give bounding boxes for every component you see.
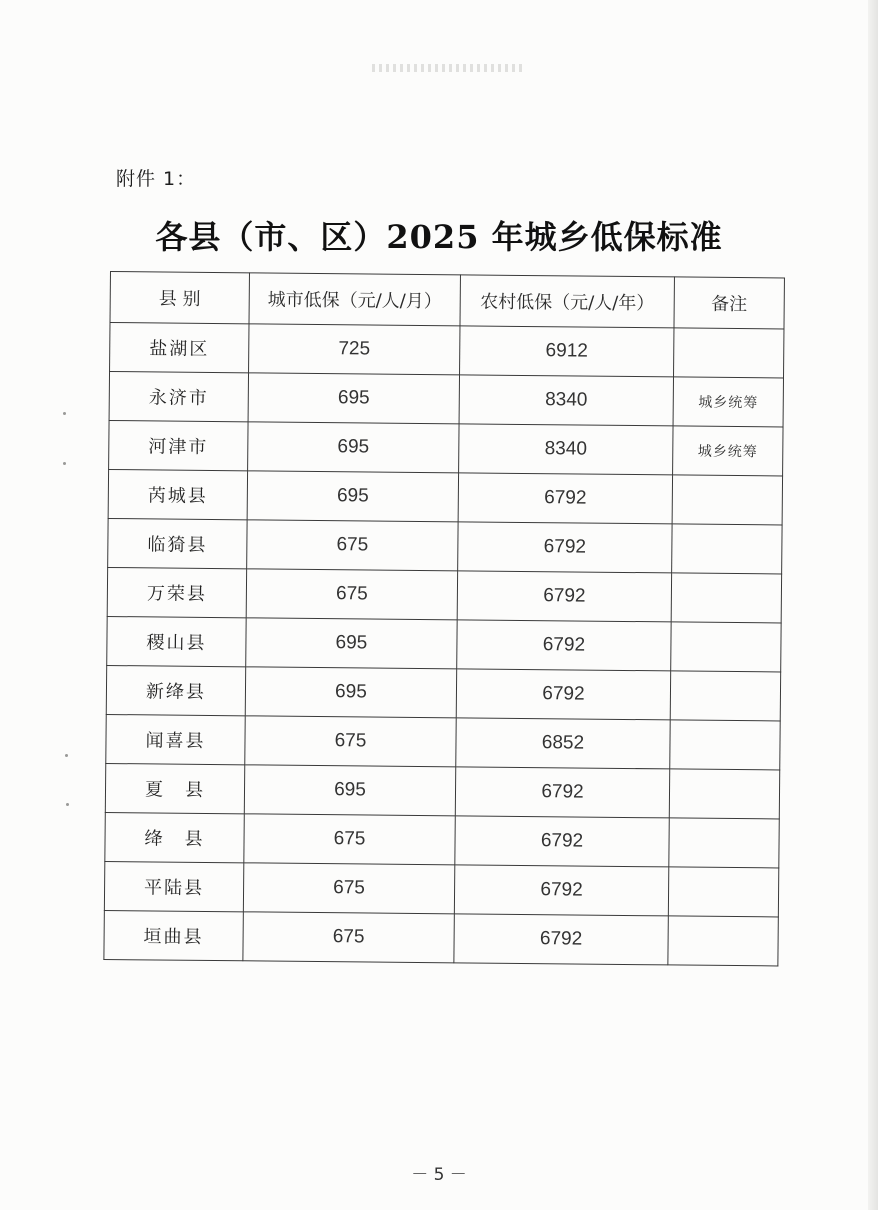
table-row — [104, 910, 778, 965]
rural-value-cell: 6792 — [458, 473, 672, 524]
remark-cell — [670, 720, 780, 770]
county-cell: 河津市 — [109, 420, 248, 470]
urban-value-cell: 695 — [248, 422, 459, 473]
attachment-label: 附件 1： — [116, 168, 197, 190]
header-urban-standard: 城市低保（元/人/月） — [249, 273, 460, 326]
table-row — [104, 861, 778, 916]
rural-value-cell: 6912 — [460, 326, 674, 377]
rural-value-cell: 6792 — [455, 816, 669, 867]
table-row — [108, 518, 782, 573]
header-rural-standard: 农村低保（元/人/年） — [460, 275, 674, 328]
table-row — [109, 420, 783, 475]
table-row — [109, 372, 783, 427]
county-cell: 垣曲县 — [104, 910, 243, 960]
rural-value-cell: 6792 — [454, 865, 668, 916]
table-header-row — [110, 272, 784, 329]
urban-value-cell: 695 — [246, 618, 457, 669]
urban-value-cell: 675 — [245, 716, 456, 767]
urban-value-cell: 695 — [245, 667, 456, 718]
urban-value-cell: 675 — [243, 912, 454, 963]
county-cell: 绛 县 — [105, 812, 244, 862]
urban-value-cell: 675 — [246, 569, 457, 620]
header-scan-artifact — [372, 64, 526, 72]
rural-value-cell: 8340 — [459, 375, 673, 426]
scan-speck — [63, 412, 66, 415]
remark-cell — [668, 916, 778, 966]
scan-speck — [65, 754, 68, 757]
remark-cell — [674, 328, 784, 378]
header-county: 县 别 — [110, 272, 249, 324]
county-cell: 临猗县 — [108, 518, 247, 568]
remark-cell — [672, 475, 782, 525]
page-edge-shadow — [868, 0, 878, 1210]
county-cell: 闻喜县 — [106, 714, 245, 764]
rural-value-cell: 6792 — [454, 914, 668, 965]
remark-cell — [671, 573, 781, 623]
page-number: － 5 － — [411, 1165, 467, 1185]
remark-cell: 城乡统筹 — [673, 377, 783, 427]
urban-value-cell: 695 — [248, 373, 459, 424]
remark-cell — [669, 818, 779, 868]
table-row — [107, 567, 781, 622]
remark-cell: 城乡统筹 — [673, 426, 783, 476]
rural-value-cell: 6792 — [457, 571, 671, 622]
remark-cell — [668, 867, 778, 917]
urban-value-cell: 675 — [243, 863, 454, 914]
urban-value-cell: 695 — [247, 471, 458, 522]
subsistence-standards-table — [103, 271, 785, 966]
urban-value-cell: 675 — [244, 814, 455, 865]
table-row — [107, 616, 781, 671]
rural-value-cell: 6792 — [457, 620, 671, 671]
urban-value-cell: 725 — [249, 324, 460, 375]
standards-table-wrapper — [103, 271, 788, 966]
county-cell: 平陆县 — [104, 861, 243, 911]
remark-cell — [672, 524, 782, 574]
remark-cell — [669, 769, 779, 819]
table-row — [106, 714, 780, 769]
urban-value-cell: 675 — [247, 520, 458, 571]
scan-speck — [66, 803, 69, 806]
table-row — [105, 812, 779, 867]
county-cell: 芮城县 — [108, 469, 247, 519]
urban-value-cell: 695 — [244, 765, 455, 816]
rural-value-cell: 6792 — [456, 669, 670, 720]
document-title: 各县（市、区）2025 年城乡低保标准 — [155, 218, 723, 256]
rural-value-cell: 6792 — [458, 522, 672, 573]
header-remarks: 备注 — [674, 277, 784, 329]
rural-value-cell: 6852 — [456, 718, 670, 769]
remark-cell — [671, 622, 781, 672]
county-cell: 万荣县 — [107, 567, 246, 617]
county-cell: 永济市 — [109, 372, 248, 422]
table-row — [105, 763, 779, 818]
scan-speck — [63, 462, 66, 465]
county-cell: 夏 县 — [105, 763, 244, 813]
county-cell: 新绛县 — [106, 665, 245, 715]
table-row — [106, 665, 780, 720]
county-cell: 盐湖区 — [110, 323, 249, 373]
rural-value-cell: 8340 — [459, 424, 673, 475]
rural-value-cell: 6792 — [455, 767, 669, 818]
county-cell: 稷山县 — [107, 616, 246, 666]
table-row — [110, 323, 784, 378]
remark-cell — [670, 671, 780, 721]
table-row — [108, 469, 782, 524]
